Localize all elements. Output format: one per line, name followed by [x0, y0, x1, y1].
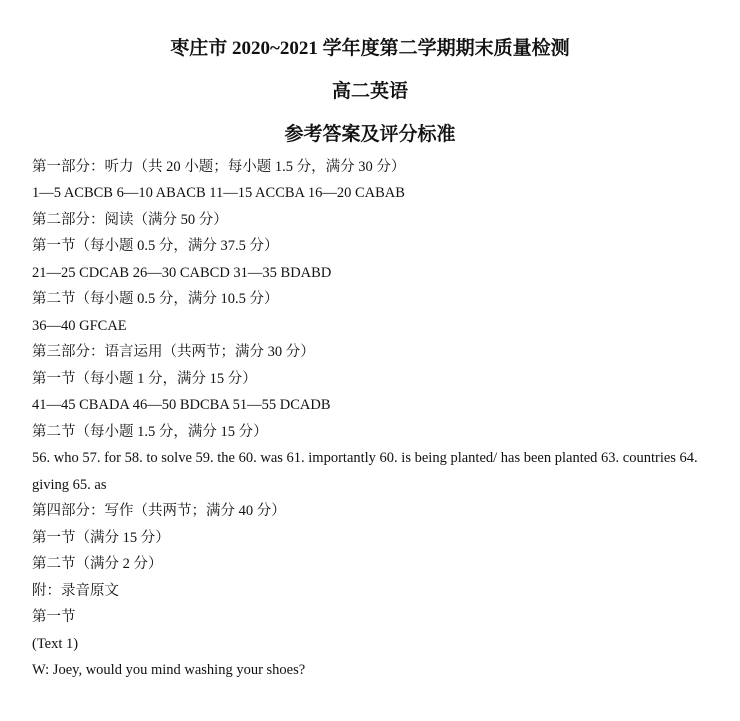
answer-line-reading-1: 21—25 CDCAB 26—30 CABCD 31—35 BDABD: [32, 265, 332, 281]
answer-line-reading-2: 36—40 GFCAE: [32, 318, 127, 334]
answer-line-grammar: 56. who 57. for 58. to solve 59. the 60. was 61. importantly 60. is being planted/ has been planted 63. countries 64.: [32, 450, 698, 466]
document-subject: 高二英语: [331, 81, 408, 102]
document-title: 枣庄市 2020~2021 学年度第二学期期末质量检测: [170, 38, 570, 59]
appendix-heading: 附：录音原文: [32, 583, 119, 599]
answer-line-listening: 1—5 ACBCB 6—10 ABACB 11—15 ACCBA 16—20 CABAB: [32, 185, 405, 201]
document-subtitle: 参考答案及评分标准: [284, 124, 456, 145]
subsection-heading: 第一节: [32, 609, 76, 625]
section-heading-language-use: 第三部分：语言运用（共两节；满分 30 分）: [32, 344, 315, 360]
answer-line-cloze: 41—45 CBADA 46—50 BDCBA 51—55 DCADB: [32, 397, 331, 413]
section-heading-reading: 第二部分：阅读（满分 50 分）: [32, 212, 228, 228]
text-label: (Text 1): [32, 636, 79, 652]
subsection-heading: 第一节（满分 15 分）: [32, 530, 170, 546]
section-heading-writing: 第四部分：写作（共两节；满分 40 分）: [32, 503, 286, 519]
subsection-heading: 第一节（每小题 1 分，满分 15 分）: [32, 371, 257, 387]
subsection-heading: 第二节（每小题 1.5 分，满分 15 分）: [32, 424, 268, 440]
subsection-heading: 第二节（每小题 0.5 分，满分 10.5 分）: [32, 291, 279, 307]
section-heading-listening: 第一部分：听力（共 20 小题；每小题 1.5 分，满分 30 分）: [32, 159, 406, 175]
answer-line-grammar-cont: giving 65. as: [32, 477, 107, 493]
transcript-line: W: Joey, would you mind washing your shoes?: [32, 662, 306, 678]
subsection-heading: 第二节（满分 2 分）: [32, 556, 163, 572]
subsection-heading: 第一节（每小题 0.5 分，满分 37.5 分）: [32, 238, 279, 254]
